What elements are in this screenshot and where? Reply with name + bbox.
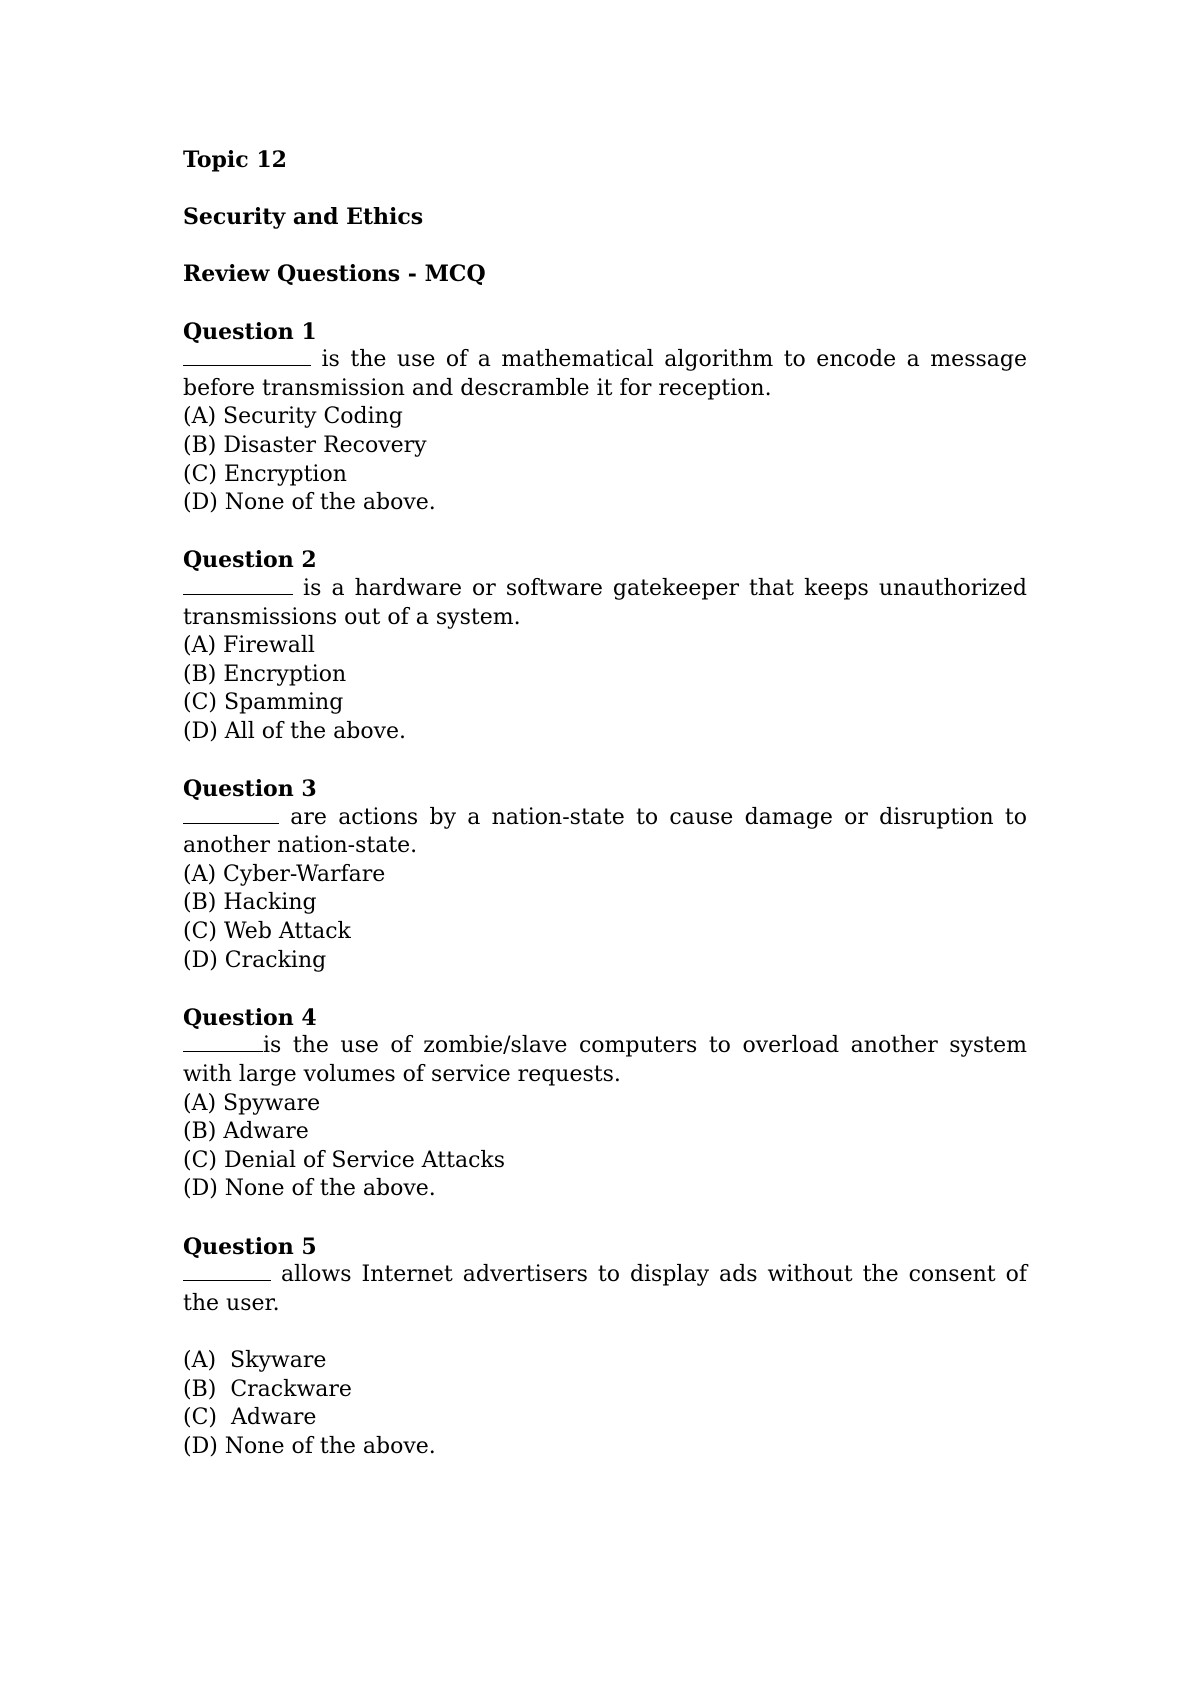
topic-heading: Topic 12 xyxy=(183,147,287,173)
question-3 xyxy=(183,775,1027,975)
question-stem: is a hardware or software gatekeeper that keeps unauthorized transmissions out of a system. xyxy=(183,575,1027,630)
blank-line xyxy=(183,1318,1027,1347)
option-c: (C) Denial of Service Attacks xyxy=(183,1147,506,1173)
section-heading: Review Questions - MCQ xyxy=(183,261,486,288)
option-d: (D) None of the above. xyxy=(183,490,436,516)
question-stem: are actions by a nation-state to cause damage or disruption to another nation-state. xyxy=(183,804,1027,859)
question-text xyxy=(183,1032,1027,1089)
question-5 xyxy=(183,1233,1027,1462)
question-2 xyxy=(183,546,1027,746)
option-b: (B) Hacking xyxy=(183,890,317,916)
question-4 xyxy=(183,1004,1027,1204)
option-a: (A) Spyware xyxy=(183,1090,321,1116)
question-1 xyxy=(183,318,1027,518)
option-a: (A) Skyware xyxy=(183,1347,327,1373)
option-d: (D) None of the above. xyxy=(183,1176,436,1202)
question-text xyxy=(183,804,1027,861)
document-content xyxy=(183,146,1027,1490)
question-stem: allows Internet advertisers to display ads without the consent of the user. xyxy=(183,1262,1027,1316)
option-c: (C) Web Attack xyxy=(183,919,351,945)
question-title: Question 5 xyxy=(183,1233,317,1260)
answer-blank xyxy=(183,576,293,595)
answer-blank xyxy=(183,805,279,824)
question-stem: is the use of zombie/slave computers to overload another system with large volumes of service requests. xyxy=(183,1033,1027,1087)
option-d: (D) All of the above. xyxy=(183,718,407,744)
question-title: Question 2 xyxy=(183,547,317,574)
option-a: (A) Security Coding xyxy=(183,404,403,430)
option-c: (C) Spamming xyxy=(183,690,344,716)
option-a: (A) Firewall xyxy=(183,633,315,659)
option-c: (C) Encryption xyxy=(183,461,347,487)
question-title: Question 4 xyxy=(183,1004,317,1031)
option-b: (B) Adware xyxy=(183,1119,309,1145)
question-text xyxy=(183,575,1027,632)
option-d: (D) None of the above. xyxy=(183,1433,436,1459)
option-b: (B) Crackware xyxy=(183,1376,352,1402)
question-stem: is the use of a mathematical algorithm to encode a message before transmission and descramble it for reception. xyxy=(183,347,1027,401)
question-title: Question 1 xyxy=(183,318,317,345)
option-c: (C) Adware xyxy=(183,1405,317,1431)
option-a: (A) Cyber-Warfare xyxy=(183,861,386,887)
question-title: Question 3 xyxy=(183,776,317,803)
subject-heading: Security and Ethics xyxy=(183,204,424,231)
answer-blank xyxy=(183,1033,263,1052)
question-text xyxy=(183,1261,1027,1318)
answer-blank xyxy=(183,1262,271,1281)
option-b: (B) Disaster Recovery xyxy=(183,432,427,458)
option-b: (B) Encryption xyxy=(183,661,347,687)
question-text xyxy=(183,346,1027,403)
answer-blank xyxy=(183,347,311,366)
option-d: (D) Cracking xyxy=(183,947,327,973)
